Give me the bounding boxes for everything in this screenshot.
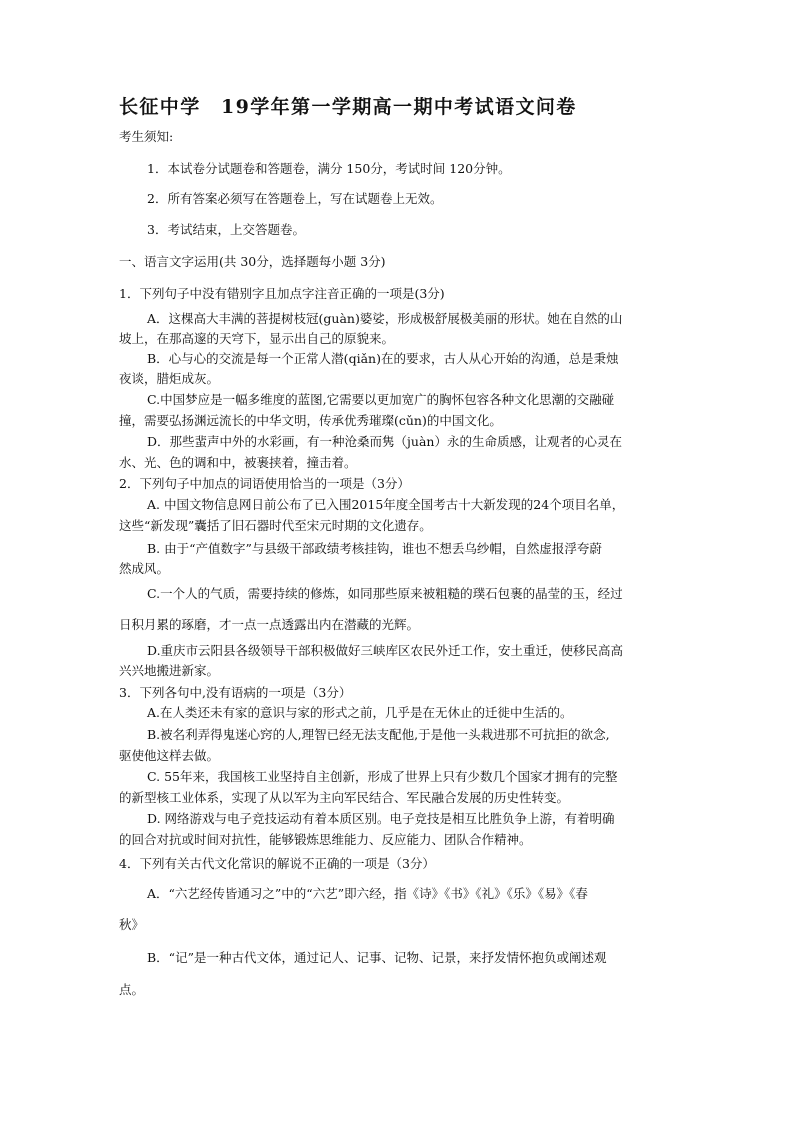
q1-option-c-line1: C.中国梦应是一幅多维度的蓝图,它需要以更加宽广的胸怀包容各种文化思潮的交融碰 [147,392,615,407]
q2-option-b-line2: 然成风。 [119,561,170,576]
notice-item-3: 3．考试结束，上交答题卷。 [147,222,305,237]
q4-option-a-line2: 秋》 [119,917,145,932]
q1-option-c-line2: 撞，需要弘扬渊远流长的中华文明，传承优秀璀璨(cǔn)的中国文化。 [119,413,502,428]
q3-option-b-line1: B.被名利弄得鬼迷心窍的人,理智已经无法支配他,于是他一头栽进那不可抗拒的欲念, [147,727,610,742]
q3-option-b-line2: 驱使他这样去做。 [119,748,220,763]
q1-option-a-line2: 坡上，在那高邃的天穹下，显示出自己的原貌来。 [119,331,395,346]
exam-title: 长征中学 19学年第一学期高一期中考试语文问卷 [119,96,577,118]
notice-label: 考生须知: [119,129,174,144]
q1-option-a-line1: A．这棵高大丰满的菩提树枝冠(guàn)婆娑，形成极舒展极美丽的形状。她在自然的山 [147,311,623,326]
q3-option-c-line1: C. 55年来，我国核工业坚持自主创新，形成了世界上只有少数几个国家才拥有的完整 [147,769,618,784]
notice-item-1: 1．本试卷分试题卷和答题卷，满分 150分，考试时间 120分钟。 [147,161,511,176]
question-3-stem: 3．下列各句中,没有语病的一项是（3分） [119,685,352,700]
section-heading: 一、语言文字运用(共 30分，选择题每小题 3分) [119,254,386,269]
q2-option-b-line1: B. 由于“产值数字”与县级干部政绩考核挂钩，谁也不想丢乌纱帽，自然虚报浮夸蔚 [147,541,602,556]
question-1-stem: 1．下列句子中没有错别字且加点字注音正确的一项是(3分) [119,286,445,301]
question-4-stem: 4．下列有关古代文化常识的解说不正确的一项是（3分） [119,856,435,871]
q3-option-d-line1: D. 网络游戏与电子竞技运动有着本质区别。电子竞技是相互比胜负争上游，有着明确 [147,811,615,826]
q2-option-d-line1: D.重庆市云阳县各级领导干部积极做好三峡库区农民外迁工作，安土重迁，使移民高高 [147,643,624,658]
q2-option-c-line1: C.一个人的气质，需要持续的修炼，如同那些原来被粗糙的璞石包裹的晶莹的玉，经过 [147,586,623,601]
q1-option-b-line1: B．心与心的交流是每一个正常人潜(qiǎn)在的要求，古人从心开始的沟通，总是秉烛 [147,351,619,366]
q3-option-c-line2: 的新型核工业体系，实现了从以军为主向军民结合、军民融合发展的历史性转变。 [119,790,570,805]
q3-option-a-line1: A.在人类还未有家的意识与家的形式之前，几乎是在无休止的迁徙中生活的。 [147,705,573,720]
q1-option-d-line1: D．那些蜚声中外的水彩画，有一种沧桑而隽（juàn）永的生命质感，让观者的心灵在 [147,434,622,449]
notice-item-2: 2．所有答案必须写在答题卷上，写在试题卷上无效。 [147,191,443,206]
q4-option-b-line2: 点。 [119,982,145,997]
question-2-stem: 2．下列句子中加点的词语使用恰当的一项是（3分） [119,476,410,491]
q4-option-b-line1: B．“记”是一种古代文体，通过记人、记事、记物、记景，来抒发情怀抱负或阐述观 [147,950,607,965]
q2-option-a-line2: 这些“新发现”囊括了旧石器时代至宋元时期的文化遗存。 [119,518,432,533]
q2-option-c-line2: 日积月累的琢磨，才一点一点透露出内在潜藏的光辉。 [119,617,420,632]
q4-option-a-line1: A．“六艺经传皆通习之”中的“六艺”即六经，指《诗》《书》《礼》《乐》《易》《春 [147,886,588,901]
q1-option-b-line2: 夜谈，腊炬成灰。 [119,371,220,386]
q2-option-a-line1: A. 中国文物信息网日前公布了已入围2015年度全国考古十大新发现的24个项目名单， [147,497,625,512]
q3-option-d-line2: 的回合对抗或时间对抗性，能够锻炼思维能力、反应能力、团队合作精神。 [119,832,532,847]
q1-option-d-line2: 水、光、色的调和中，被裹挟着，撞击着。 [119,455,357,470]
q2-option-d-line2: 兴兴地搬进新家。 [119,663,220,678]
